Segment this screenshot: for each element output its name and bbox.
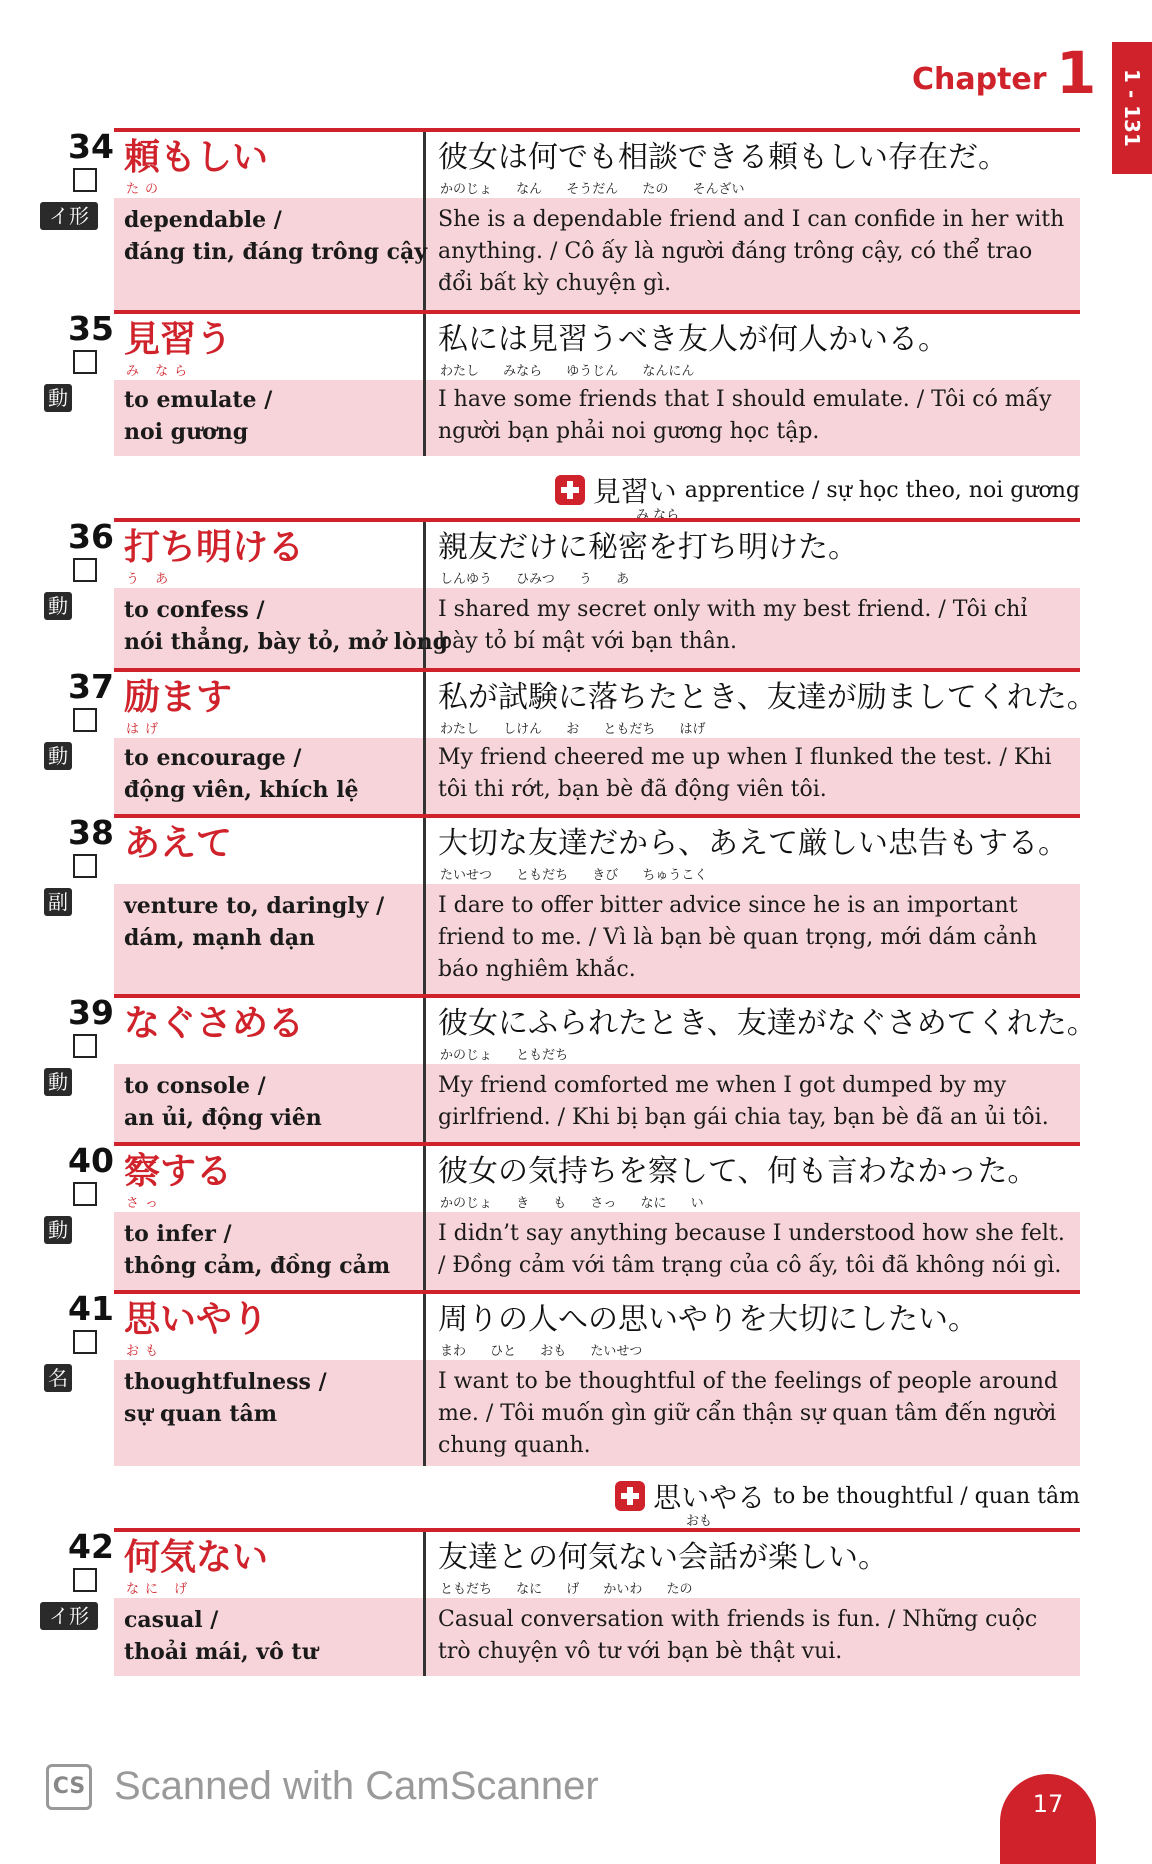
part-of-speech-badge: イ形 xyxy=(40,202,98,230)
meaning-en: to encourage / xyxy=(124,745,302,771)
plus-icon xyxy=(555,475,585,505)
vocab-word: 見習う xyxy=(124,318,233,360)
vocab-word: あえて xyxy=(124,822,233,864)
chapter-label: Chapter xyxy=(912,62,1047,97)
part-of-speech-badge: 動 xyxy=(44,1068,72,1096)
example-reading: ともだち なに げ かいわ たの xyxy=(440,1582,693,1597)
example-sentence: 私が試験に落ちたとき、友達が励ましてくれた。 xyxy=(438,680,1097,715)
entry-card xyxy=(114,1528,1080,1676)
example-translation: I didn’t say anything because I understood how she felt. / Đồng cảm với tâm trạng của cô ấy, tôi đã không nói gì. xyxy=(438,1221,1065,1278)
vocab-entry-40 xyxy=(44,1142,1080,1290)
example-translation: Casual conversation with friends is fun. / Những cuộc trò chuyện vô tư với bạn bè thật vui. xyxy=(438,1607,1038,1664)
meaning-en: casual / xyxy=(124,1607,219,1633)
meaning-vi: thông cảm, đồng cảm xyxy=(124,1253,391,1279)
related-word: 見習い xyxy=(592,475,677,508)
column-divider xyxy=(423,132,426,312)
entry-card xyxy=(114,1290,1080,1466)
vocab-word: 何気ない xyxy=(124,1536,269,1578)
meaning-vi: động viên, khích lệ xyxy=(124,777,359,803)
example-sentence: 大切な友達だから、あえて厳しい忠告もする。 xyxy=(438,826,1068,861)
example-reading: しんゆう ひみつ う あ xyxy=(440,572,630,587)
related-word-reading: み なら xyxy=(636,508,680,523)
review-checkbox[interactable] xyxy=(73,708,97,732)
example-translation: I dare to offer bitter advice since he is an important friend to me. / Vì là bạn bè quan trọng, mới dám cảnh báo nghiêm khắc. xyxy=(438,893,1038,982)
review-checkbox[interactable] xyxy=(73,1034,97,1058)
scanner-watermark: Scanned with CamScanner xyxy=(114,1764,599,1808)
example-sentence: 私には見習うべき友人が何人かいる。 xyxy=(438,322,948,357)
example-reading: かのじょ き も さっ なに い xyxy=(440,1196,704,1211)
example-translation: My friend cheered me up when I flunked the test. / Khi tôi thi rớt, bạn bè đã động viên tôi. xyxy=(438,745,1052,802)
example-sentence: 彼女にふられたとき、友達がなぐさめてくれた。 xyxy=(438,1006,1097,1041)
example-reading: まわ ひと おも たいせつ xyxy=(440,1344,643,1359)
example-reading: わたし しけん お ともだち はげ xyxy=(440,722,706,737)
meaning-vi: sự quan tâm xyxy=(124,1401,278,1427)
example-sentence: 周りの人への思いやりを大切にしたい。 xyxy=(438,1302,978,1337)
vocab-reading: おも xyxy=(126,1344,165,1359)
example-translation: She is a dependable friend and I can confide in her with anything. / Cô ấy là người đáng trông cậy, có thể trao đổi bất kỳ chuyện gì. xyxy=(438,207,1065,296)
meaning-en: thoughtfulness / xyxy=(124,1369,327,1395)
entry-card xyxy=(114,1142,1080,1290)
column-divider xyxy=(423,672,426,816)
meaning-en: to infer / xyxy=(124,1221,232,1247)
part-of-speech-badge: 副 xyxy=(44,888,72,916)
meaning-vi: an ủi, động viên xyxy=(124,1105,322,1131)
example-sentence: 友達との何気ない会話が楽しい。 xyxy=(438,1540,888,1575)
column-divider xyxy=(423,1294,426,1466)
entry-number: 35 xyxy=(68,309,114,348)
vocab-entry-39 xyxy=(44,993,1097,1142)
meaning-en: venture to, daringly / xyxy=(124,893,385,919)
vocab-word: 励ます xyxy=(124,676,233,718)
related-word-meaning: apprentice / sự học theo, noi gương xyxy=(684,477,1080,503)
related-word-meaning: to be thoughtful / quan tâm xyxy=(773,1483,1080,1509)
example-reading: わたし みなら ゆうじん なんにん xyxy=(440,364,695,379)
entry-number: 34 xyxy=(68,127,114,166)
related-word-reading: おも xyxy=(686,1514,713,1529)
meaning-en: dependable / xyxy=(124,207,282,233)
entry-card xyxy=(114,310,1080,456)
example-translation: I want to be thoughtful of the feelings of people around me. / Tôi muốn gìn giữ cẩn thận sự quan tâm đến người chung quanh. xyxy=(438,1369,1059,1458)
plus-icon xyxy=(615,1481,645,1511)
meaning-vi: noi gương xyxy=(124,419,249,445)
part-of-speech-badge: 名 xyxy=(44,1364,72,1392)
vocab-reading: さっ xyxy=(126,1196,165,1211)
entry-card xyxy=(114,518,1080,668)
review-checkbox[interactable] xyxy=(73,558,97,582)
example-translation: I have some friends that I should emulate. / Tôi có mấy người bạn phải noi gương học tập. xyxy=(438,387,1052,444)
entry-number: 38 xyxy=(68,813,114,852)
column-divider xyxy=(423,1532,426,1676)
meaning-vi: nói thẳng, bày tỏ, mở lòng xyxy=(124,629,449,655)
column-divider xyxy=(423,818,426,996)
example-reading: たいせつ ともだち きび ちゅうこく xyxy=(440,868,708,883)
entry-number: 42 xyxy=(68,1527,114,1566)
meaning-vi: dám, mạnh dạn xyxy=(124,925,316,951)
entry-number: 37 xyxy=(68,667,114,706)
part-of-speech-badge: イ形 xyxy=(40,1602,98,1630)
column-divider xyxy=(423,314,426,456)
review-checkbox[interactable] xyxy=(73,1330,97,1354)
related-word-note xyxy=(555,470,1080,510)
entry-card xyxy=(114,814,1080,996)
entry-number: 41 xyxy=(68,1289,114,1328)
vocab-entry-35 xyxy=(44,310,1080,456)
example-sentence: 彼女は何でも相談できる頼もしい存在だ。 xyxy=(438,140,1008,175)
entry-card xyxy=(114,128,1080,312)
example-translation: I shared my secret only with my best friend. / Tôi chỉ bày tỏ bí mật với bạn thân. xyxy=(438,597,1028,654)
meaning-en: to console / xyxy=(124,1073,266,1099)
part-of-speech-badge: 動 xyxy=(44,742,72,770)
vocab-entry-41 xyxy=(44,1290,1080,1466)
meaning-en: to confess / xyxy=(124,597,265,623)
vocab-entry-37 xyxy=(44,667,1097,816)
column-divider xyxy=(423,1146,426,1290)
entry-card xyxy=(114,994,1097,1142)
vocab-reading: なに げ xyxy=(126,1582,194,1597)
related-word: 思いやる xyxy=(653,1481,766,1514)
vocab-reading: たの xyxy=(126,182,165,197)
vocab-word: 察する xyxy=(124,1150,233,1192)
entry-number: 36 xyxy=(68,517,114,556)
vocab-word: なぐさめる xyxy=(124,1002,305,1044)
vocab-entry-36 xyxy=(44,518,1080,668)
review-checkbox[interactable] xyxy=(73,350,97,374)
example-reading: かのじょ ともだち xyxy=(440,1048,569,1063)
part-of-speech-badge: 動 xyxy=(44,384,72,412)
vocab-reading: う あ xyxy=(126,572,175,587)
part-of-speech-badge: 動 xyxy=(44,1216,72,1244)
part-of-speech-badge: 動 xyxy=(44,592,72,620)
vocab-reading: はげ xyxy=(126,722,165,737)
vocab-entry-38 xyxy=(44,814,1080,996)
review-checkbox[interactable] xyxy=(73,168,97,192)
meaning-vi: thoải mái, vô tư xyxy=(124,1639,318,1665)
vocab-word: 思いやり xyxy=(124,1298,269,1340)
side-tab xyxy=(1112,42,1152,174)
review-checkbox[interactable] xyxy=(73,1182,97,1206)
review-checkbox[interactable] xyxy=(73,1568,97,1592)
meaning-vi: đáng tin, đáng trông cậy xyxy=(124,239,428,265)
example-sentence: 親友だけに秘密を打ち明けた。 xyxy=(438,530,858,565)
vocab-entry-42 xyxy=(44,1528,1080,1676)
side-tab-label: 1 - 131 xyxy=(1120,69,1144,147)
example-reading: かのじょ なん そうだん たの そんざい xyxy=(440,182,745,197)
entry-card xyxy=(114,668,1097,816)
review-checkbox[interactable] xyxy=(73,854,97,878)
vocab-word: 打ち明ける xyxy=(124,526,305,568)
meaning-en: to emulate / xyxy=(124,387,273,413)
camscanner-logo: CS xyxy=(46,1764,92,1810)
example-translation: My friend comforted me when I got dumped by my girlfriend. / Khi bị bạn gái chia tay, bạn bè đã an ủi tôi. xyxy=(438,1073,1049,1130)
chapter-number: 1 xyxy=(1056,39,1097,107)
related-word-note xyxy=(615,1476,1080,1516)
example-sentence: 彼女の気持ちを察して、何も言わなかった。 xyxy=(438,1154,1038,1189)
vocab-word: 頼もしい xyxy=(124,136,269,178)
entry-number: 40 xyxy=(68,1141,114,1180)
vocab-reading: み なら xyxy=(126,364,194,379)
entry-number: 39 xyxy=(68,993,114,1032)
page-number: 17 xyxy=(1000,1774,1096,1864)
column-divider xyxy=(423,998,426,1142)
vocab-entry-34 xyxy=(44,128,1080,312)
